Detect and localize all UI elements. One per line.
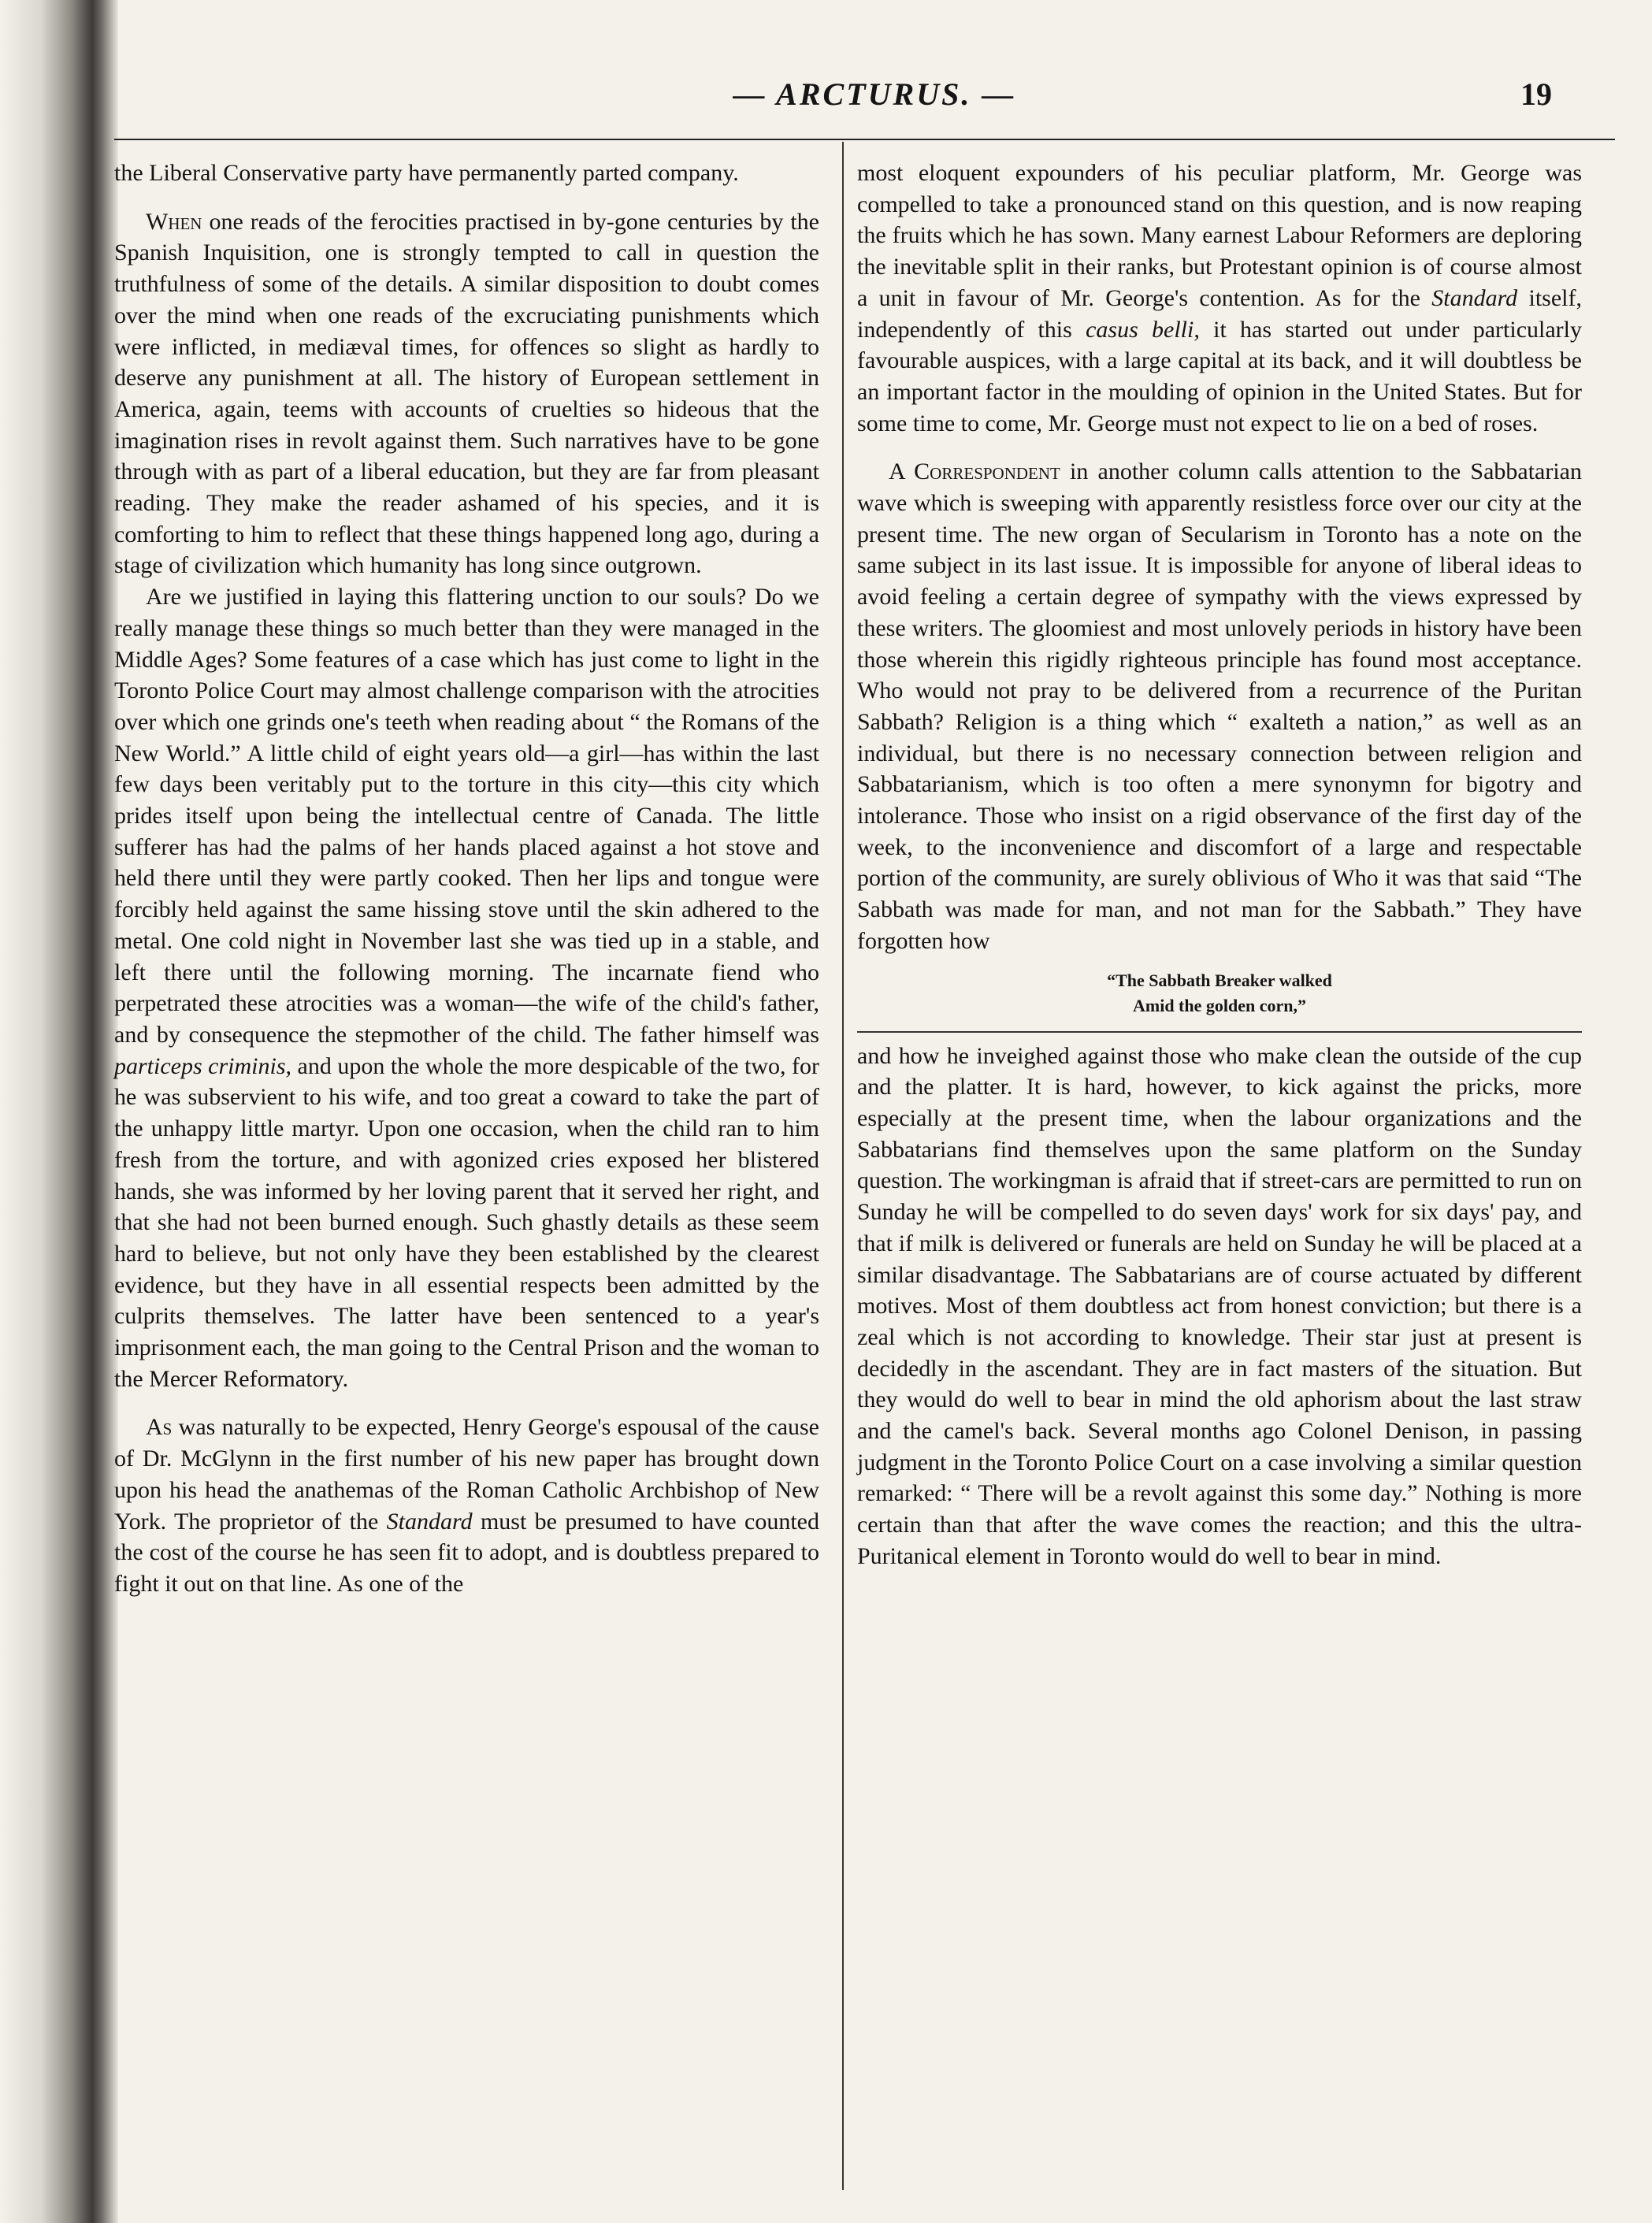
page-number: 19 [1520, 76, 1552, 112]
quote-line: “The Sabbath Breaker walked [1107, 970, 1332, 990]
header-rule [114, 139, 1615, 140]
lead-word: A Correspondent [889, 458, 1060, 485]
paragraph [114, 1412, 819, 1599]
page-binding-shadow [0, 0, 118, 2223]
right-column [857, 158, 1582, 1572]
paragraph [857, 456, 1582, 956]
column-divider [842, 142, 844, 2190]
paragraph [114, 158, 819, 189]
italic-phrase: particeps criminis, [114, 1052, 292, 1079]
lead-word: As [146, 1414, 173, 1441]
paragraph-text: it has started out under particularly favourable auspices, with a large capital at its back, and it will doubtless be an important factor in the moulding of opinion in the United States. But for some time to come, Mr. George must not expect to lie on a bed of roses. [857, 316, 1582, 436]
paragraph-text: one reads of the ferocities practised in by-gone centuries by the Spanish Inquisition, one is strongly tempted to call in question the truthfulness of some of the details. A similar disposition to doubt comes over the mind when one reads of the excruciating punishments which were inflicted, in mediæval times, for offences so slight as hardly to deserve any punishment at all. The history of European settlement in America, again, teems with accounts of cruelties so hideous that the imagination rises in revolt against them. Such narratives have to be gone through with as part of a liberal education, but they are far from pleasant reading. They make the reader ashamed of his species, and it is comforting to him to reflect that these things happened long ago, during a stage of civilization which humanity has long since outgrown. [114, 208, 819, 579]
left-column [114, 158, 819, 1600]
paragraph-text: and upon the whole the more despicable of the two, for he was subservient to his wife, and too great a coward to take the part of the unhappy little martyr. Upon one occasion, when the child ran to him fresh from the torture, and with agonized cries exposed her blistered hands, she was informed by her loving parent that it served her right, and that she had not been burned enough. Such ghastly details as these seem hard to believe, but not only have they been established by the clearest evidence, but they have in all essential respects been admitted by the culprits themselves. The latter have been sentenced to a year's imprisonment each, the man going to the Central Prison and the woman to the Mercer Reformatory. [114, 1052, 819, 1392]
quote-rule [857, 1031, 1582, 1033]
verse-quote [857, 968, 1582, 1019]
paragraph [114, 206, 819, 581]
paragraph-text: was naturally to be expected, Henry George's espousal of the cause of Dr. McGlynn in the first number of his new paper has brought down upon his head the anathemas of the Roman Catholic Archbishop of New York. The proprietor of the [114, 1414, 819, 1535]
paragraph [857, 1041, 1582, 1572]
paragraph-text: Are we justified in laying this flattering unction to our souls? Do we really manage these things so much better than they were managed in the Middle Ages? Some features of a case which has just come to light in the Toronto Police Court may almost challenge comparison with the atrocities over which one grinds one's teeth when reading about “ the Romans of the New World.” A little child of eight years old—a girl—has within the last few days been veritably put to the torture in this city—this city which prides itself upon being the intellectual centre of Canada. The little sufferer has had the palms of her hands placed against a hot stove and held there until they were partly cooked. Then her lips and tongue were forcibly held against the same hissing stove until the skin adhered to the metal. One cold night in November last she was tied up in a stable, and left there until the following morning. The incarnate fiend who perpetrated these atrocities was a woman—the wife of the child's father, and by consequence the stepmother of the child. The father himself was [114, 584, 819, 1048]
italic-phrase: Standard [1431, 284, 1518, 311]
quote-line: Amid the golden corn,” [1133, 995, 1306, 1015]
running-title: — ARCTURUS. — [733, 76, 1016, 112]
page-header [118, 76, 1615, 123]
paragraph-text: most eloquent expounders of his peculiar platform, Mr. George was compelled to take a pronounced stand on this question, and is now reaping the fruits which he has sown. Many earnest Labour Reformers are deploring the inevitable split in their ranks, but Protestant opinion is of course almost a unit in favour of Mr. George's contention. As for the [857, 160, 1582, 311]
italic-phrase: Standard [386, 1508, 473, 1535]
paragraph-text: and how he inveighed against those who make clean the outside of the cup and the platter. It is hard, however, to kick against the pricks, more especially at the present time, when the labour organizations and the Sabbatarians find themselves upon the same platform on the Sunday question. The workingman is afraid that if street-cars are permitted to run on Sunday he will be compelled to do seven days' work for six days' pay, and that if milk is delivered or funerals are held on Sunday he will be placed at a similar disadvantage. The Sabbatarians are of course actuated by different motives. Most of them doubtless act from honest conviction; but there is a zeal which is not according to knowledge. Their star just at present is decidedly in the ascendant. They are in fact masters of the situation. But they would do well to bear in mind the old aphorism about the last straw and the camel's back. Several months ago Colonel Denison, in passing judgment in the Toronto Police Court on a case involving a similar question remarked: “ There will be a revolt against this some day.” Nothing is more certain than that after the wave comes the reaction; and this the ultra-Puritanical element in Toronto would do well to bear in mind. [857, 1042, 1582, 1569]
lead-word: When [146, 208, 202, 235]
paragraph-text: the Liberal Conservative party have permanently parted company. [114, 160, 739, 186]
paragraph-text: must be presumed to have counted the cost of the course he has seen fit to adopt, and is doubtless prepared to fight it out on that line. As one of the [114, 1508, 819, 1597]
paragraph [114, 581, 819, 1394]
italic-phrase: casus belli, [1086, 316, 1200, 343]
paragraph [857, 158, 1582, 439]
paragraph-text: itself, independently of this [857, 284, 1582, 343]
paragraph-text: in another column calls attention to the Sabbatarian wave which is sweeping with apparently resistless force over our city at the present time. The new organ of Secularism in Toronto has a note on the same subject in its last issue. It is impossible for anyone of liberal ideas to avoid feeling a certain degree of sympathy with the views expressed by these writers. The gloomiest and most unlovely periods in history have been those wherein this rigidly righteous principle has found most acceptance. Who would not pray to be delivered from a recurrence of the Puritan Sabbath? Religion is a thing which “ exalteth a nation,” as well as an individual, but there is no necessary connection between religion and Sabbatarianism, which is too often a mere synonymn for bigotry and intolerance. Those who insist on a rigid observance of the first day of the week, to the inconvenience and discomfort of a large and respectable portion of the community, are surely oblivious of Who it was that said “The Sabbath was made for man, and not man for the Sabbath.” They have forgotten how [857, 458, 1582, 954]
